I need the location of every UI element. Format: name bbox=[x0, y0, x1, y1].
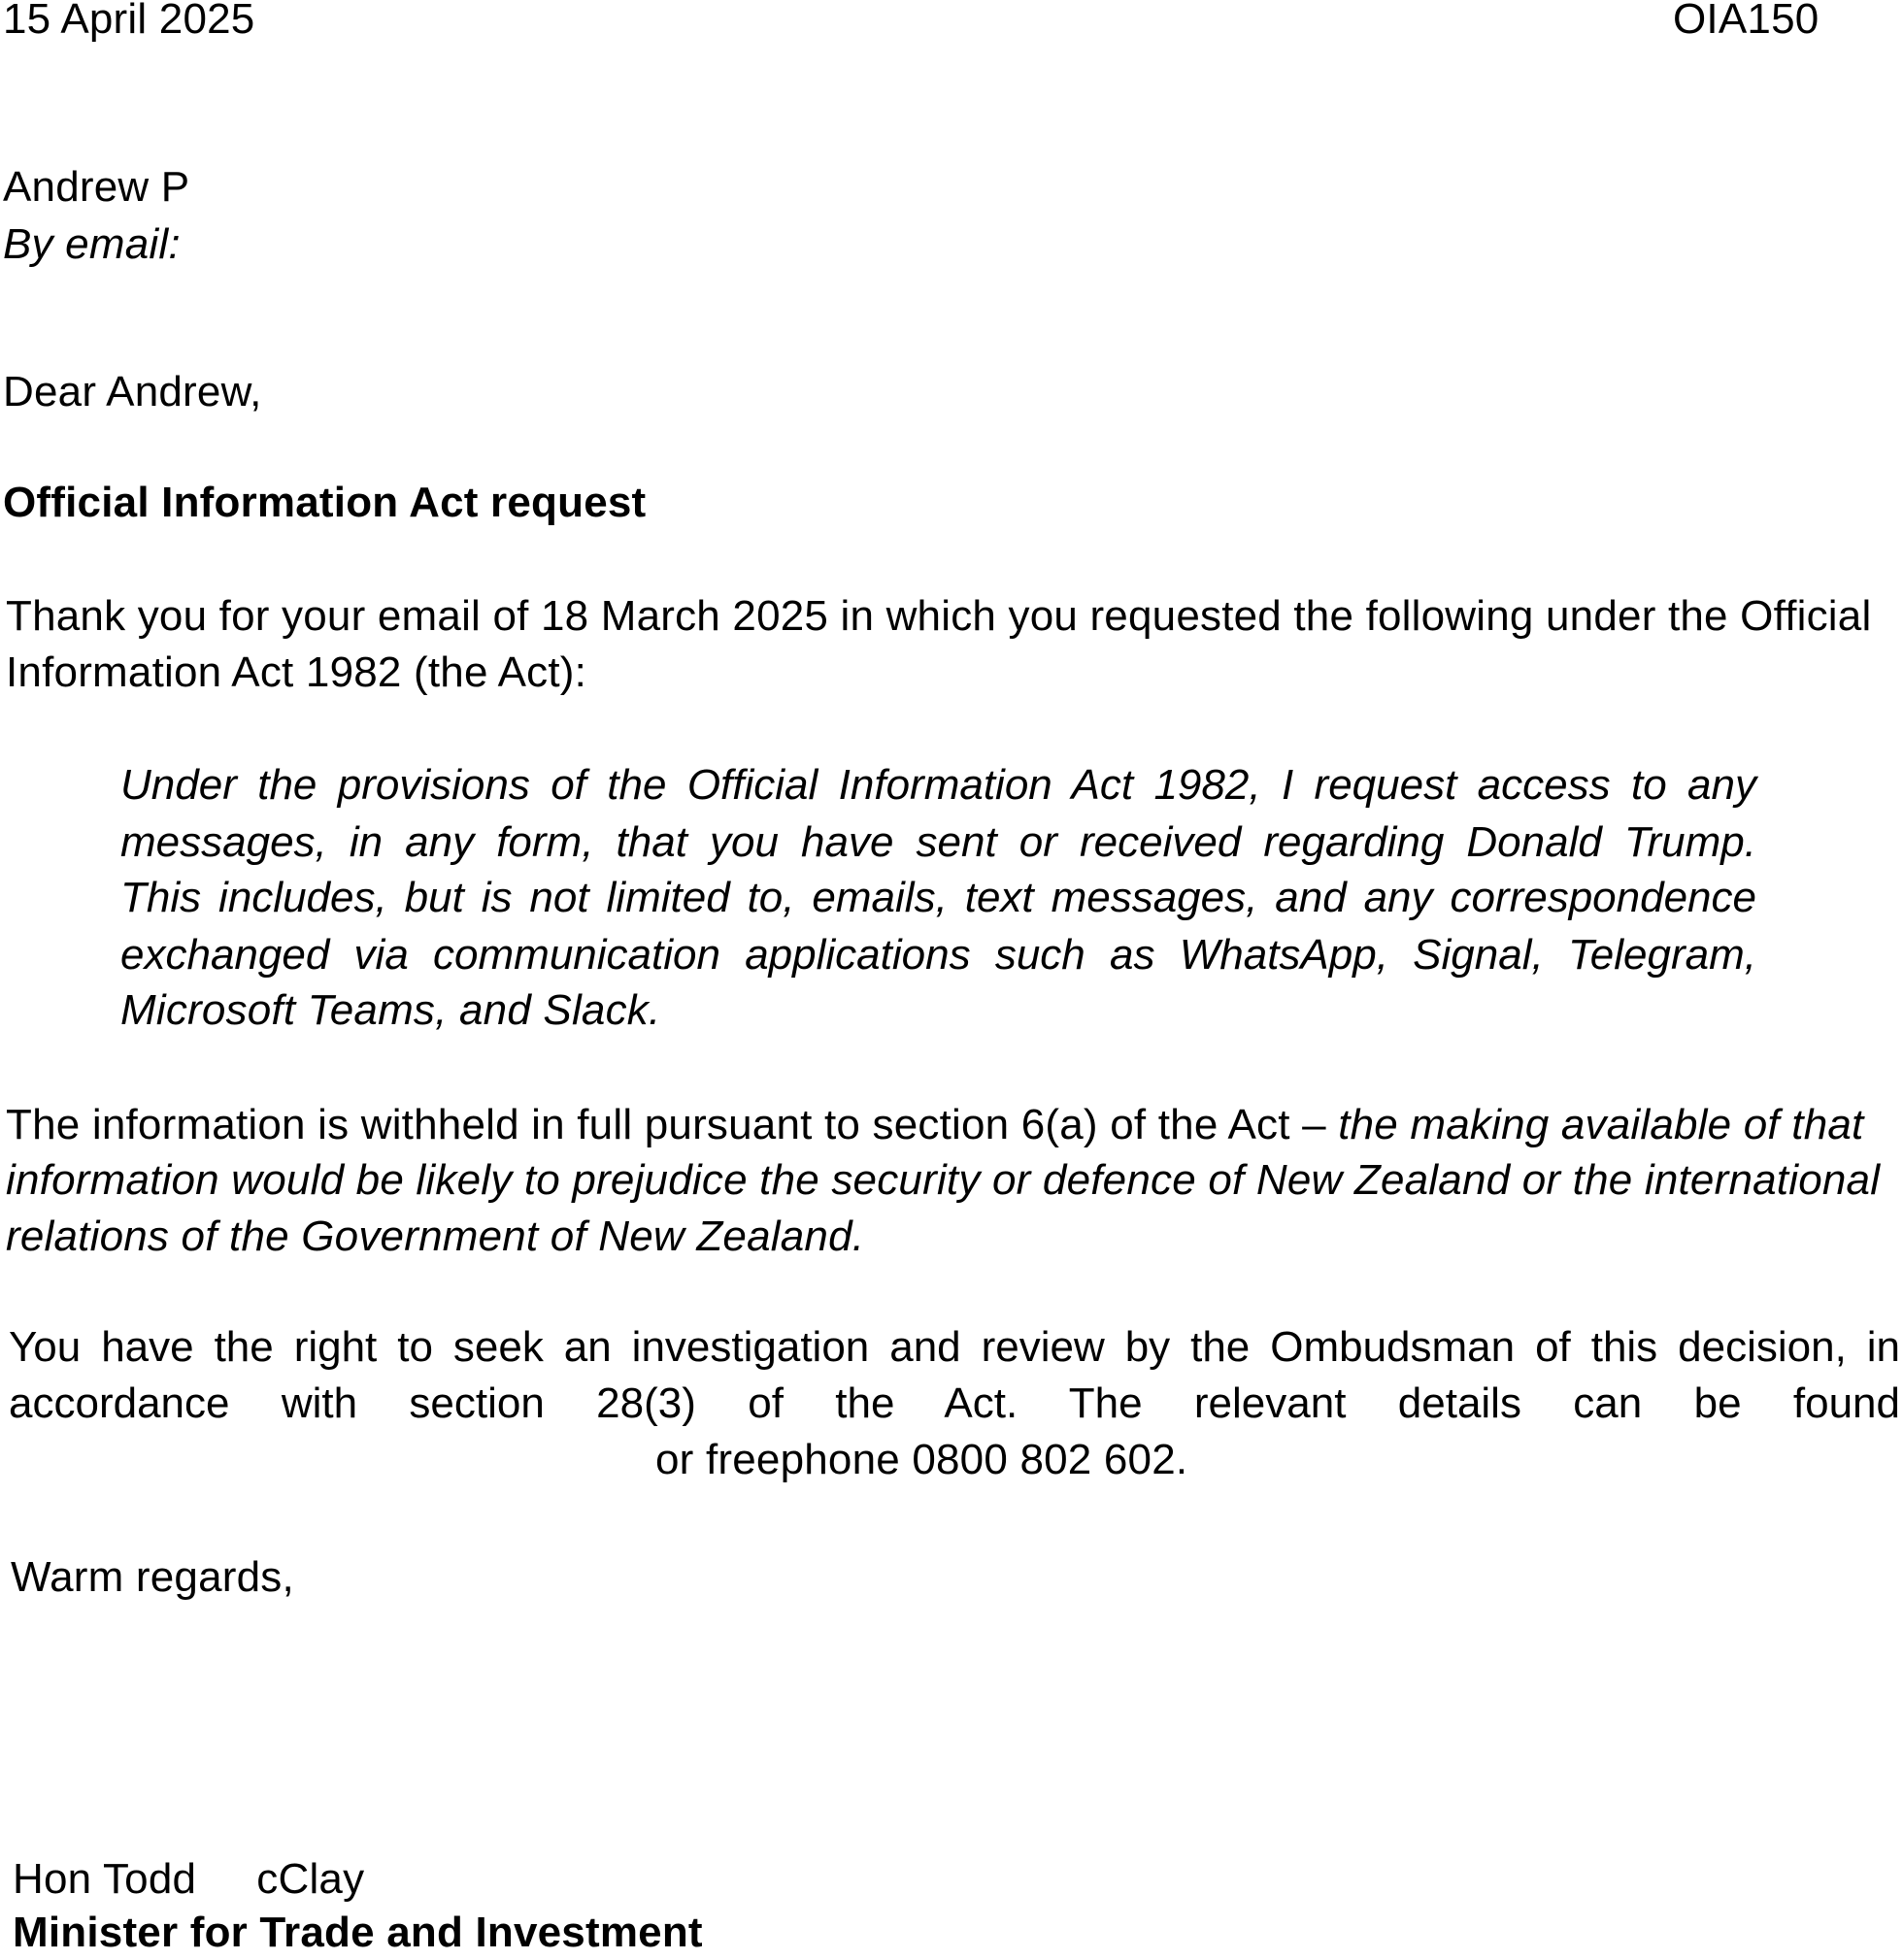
decision-line-1-normal: The information is withheld in full pursuant to section 6(a) of the Act – bbox=[6, 1101, 1339, 1148]
letter-date: 15 April 2025 bbox=[3, 0, 255, 43]
quote-line-1: Under the provisions of the Official Information Act 1982, I request access to any bbox=[120, 761, 1756, 809]
decision-line-1-italic: the making available of that bbox=[1338, 1101, 1864, 1148]
decision-line-1 bbox=[6, 1098, 1863, 1152]
subject-heading: Official Information Act request bbox=[3, 479, 647, 526]
quote-line-4: exchanged via communication applications such as WhatsApp, Signal, Telegram, bbox=[120, 931, 1756, 979]
salutation: Dear Andrew, bbox=[3, 368, 262, 415]
signatory-name: Hon Todd cClay bbox=[13, 1855, 365, 1903]
quote-line-5: Microsoft Teams, and Slack. bbox=[120, 986, 661, 1034]
intro-line-2: Information Act 1982 (the Act): bbox=[6, 648, 587, 696]
rights-line-1: You have the right to seek an investigation and review by the Ombudsman of this decision, in bbox=[9, 1323, 1900, 1371]
recipient-name: Andrew P bbox=[3, 163, 190, 211]
rights-line-2: accordance with section 28(3) of the Act. The relevant details can be found bbox=[9, 1379, 1900, 1427]
decision-line-3: relations of the Government of New Zealand. bbox=[6, 1213, 865, 1260]
rights-line-3: or freephone 0800 802 602. bbox=[655, 1436, 1188, 1483]
quote-line-2: messages, in any form, that you have sent or received regarding Donald Trump. bbox=[120, 818, 1756, 866]
quote-line-3: This includes, but is not limited to, emails, text messages, and any correspondence bbox=[120, 874, 1756, 921]
reference-number: OIA150 bbox=[1673, 0, 1820, 43]
signatory-title: Minister for Trade and Investment bbox=[13, 1909, 703, 1956]
closing: Warm regards, bbox=[11, 1553, 294, 1601]
recipient-delivery: By email: bbox=[3, 220, 181, 268]
intro-line-1: Thank you for your email of 18 March 2025 in which you requested the following under the Official bbox=[6, 592, 1872, 640]
decision-line-2: information would be likely to prejudice the security or defence of New Zealand or the international bbox=[6, 1156, 1881, 1204]
